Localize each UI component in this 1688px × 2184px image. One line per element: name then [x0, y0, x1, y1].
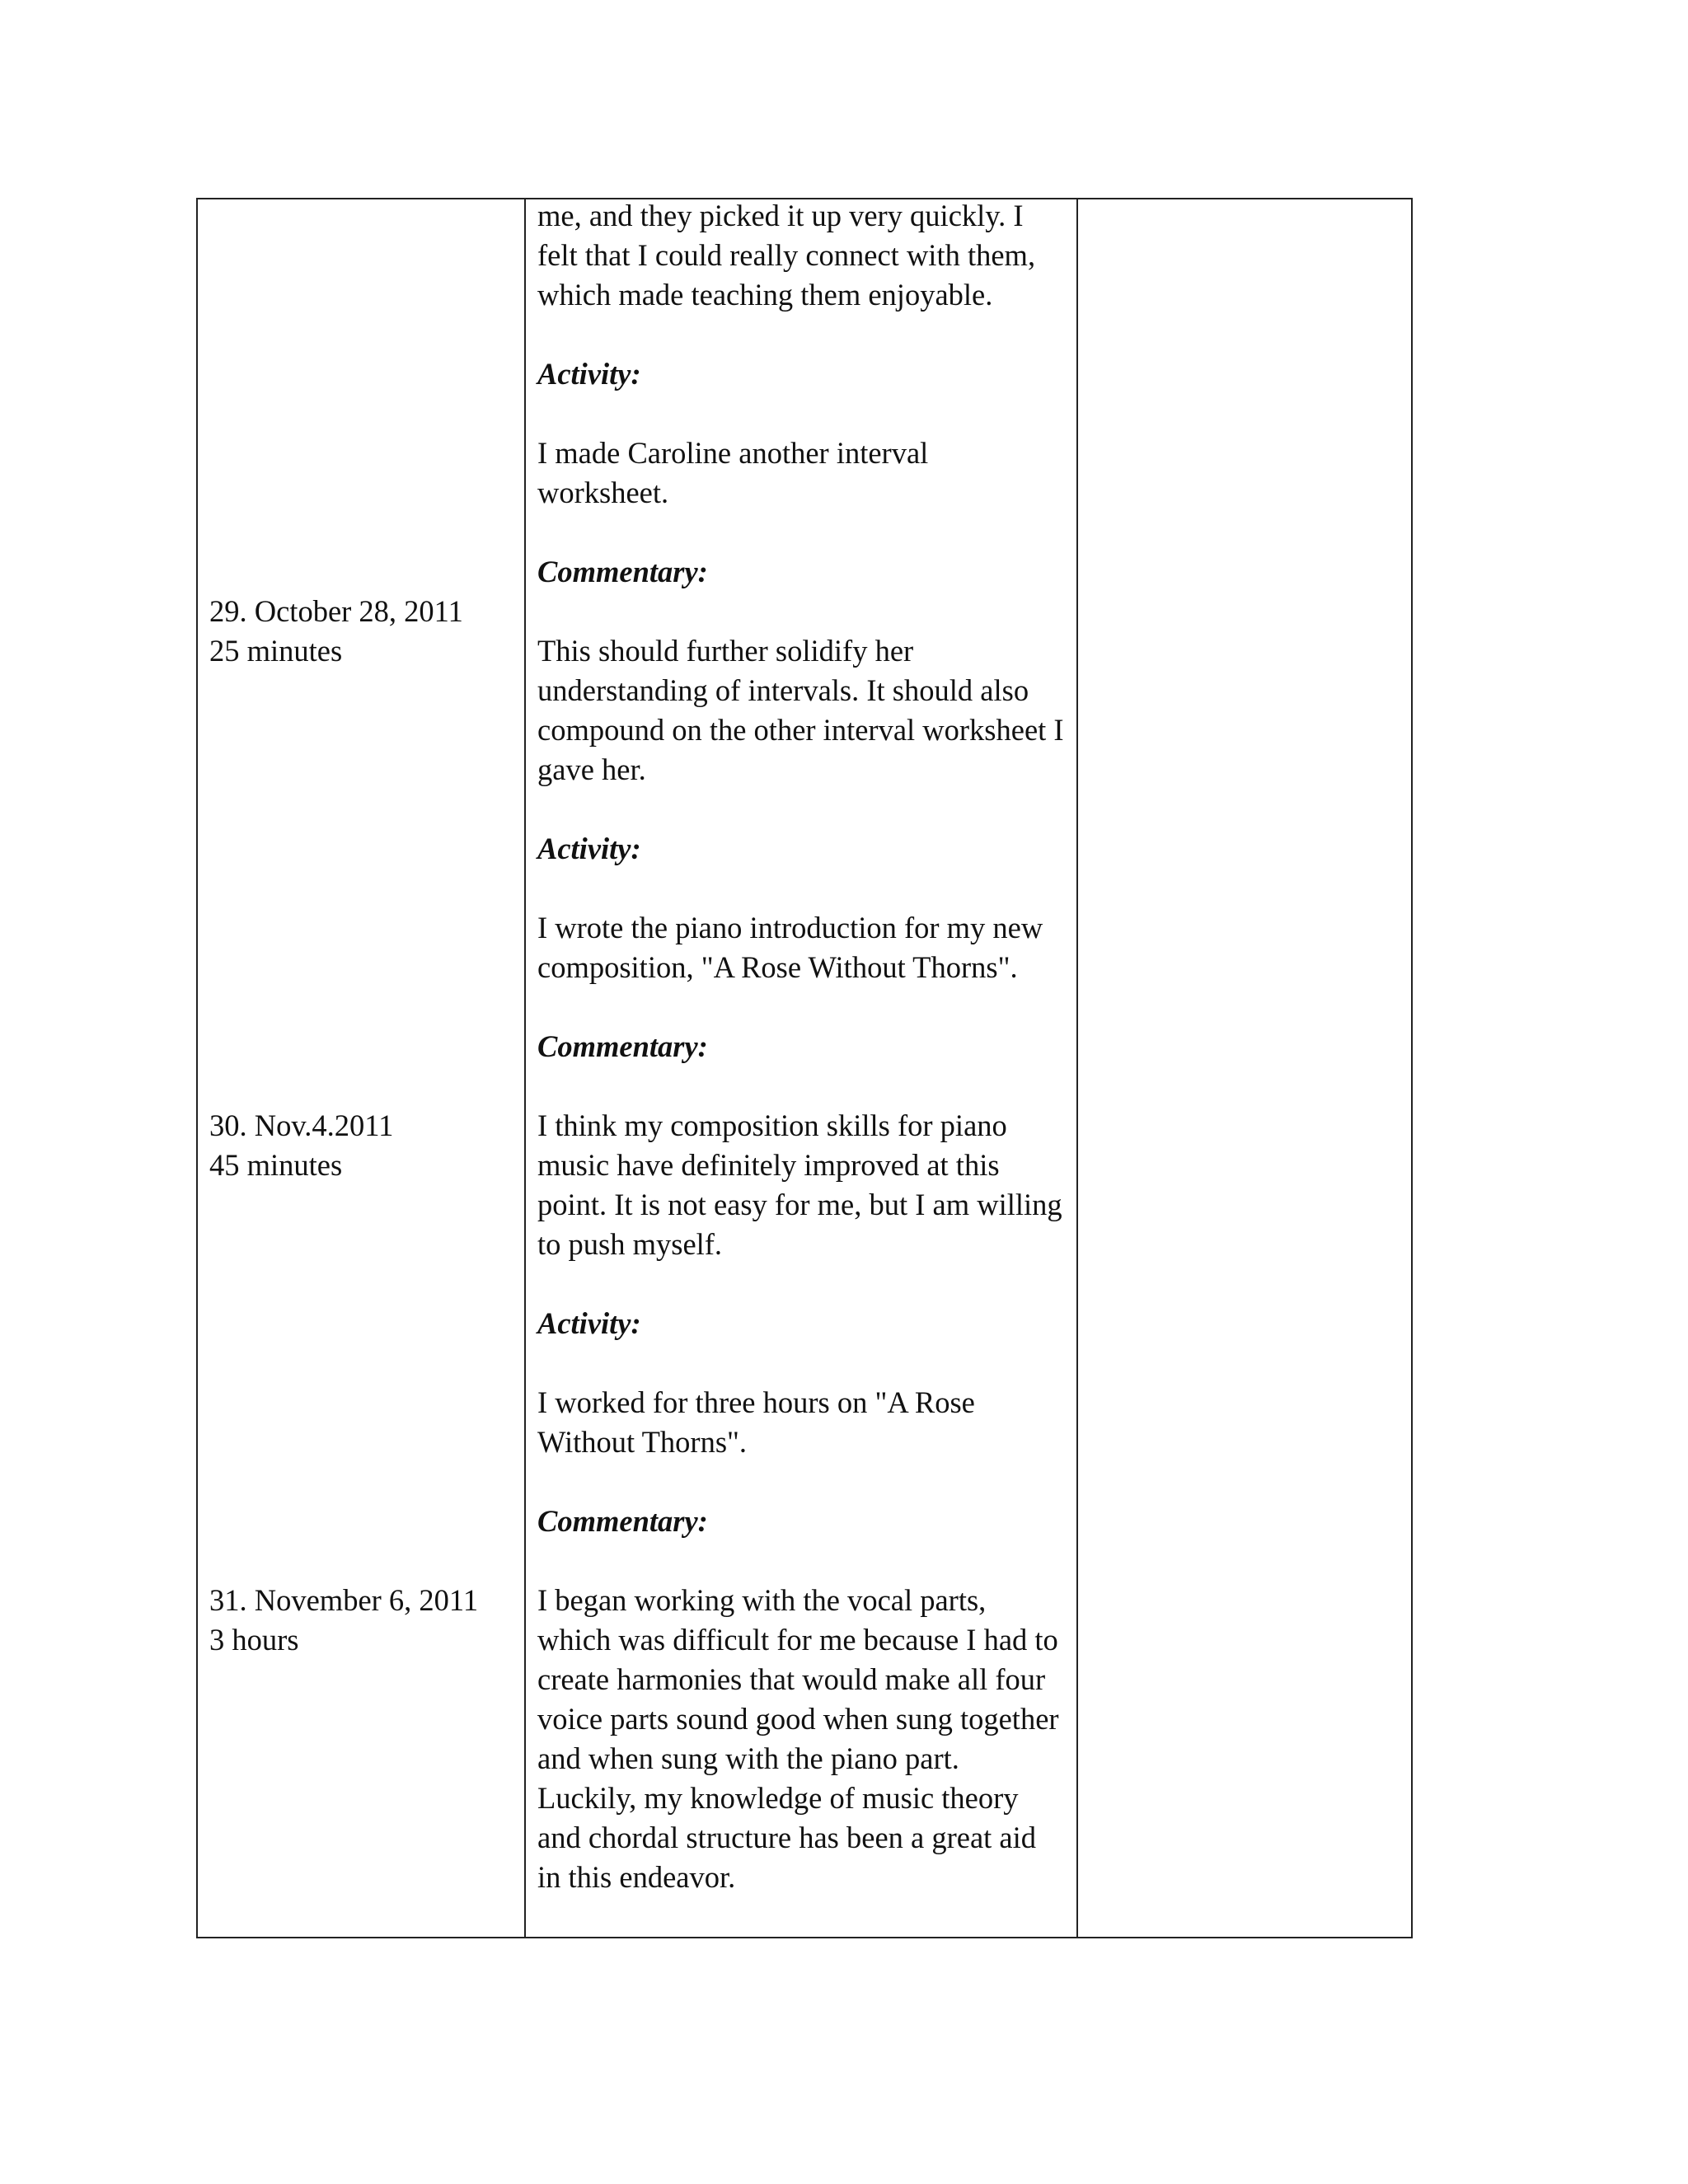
commentary-line: voice parts sound good when sung together: [537, 1702, 1059, 1736]
activity-label: Activity:: [537, 1306, 641, 1340]
commentary-label: Commentary:: [537, 1029, 708, 1063]
commentary-line: in this endeavor.: [537, 1860, 736, 1894]
entry-duration: 3 hours: [209, 1623, 299, 1657]
activity-line: I worked for three hours on "A Rose: [537, 1385, 975, 1419]
commentary-line: and when sung with the piano part.: [537, 1741, 959, 1775]
commentary-line: which was difficult for me because I had to: [537, 1623, 1058, 1657]
entry-date: 30. Nov.4.2011: [209, 1108, 394, 1142]
commentary-line: compound on the other interval worksheet I: [537, 713, 1064, 747]
content-line: felt that I could really connect with them,: [537, 238, 1036, 272]
entry-duration: 25 minutes: [209, 634, 343, 668]
activity-line: worksheet.: [537, 476, 669, 509]
commentary-line: and chordal structure has been a great aid: [537, 1821, 1037, 1854]
column-divider-left: [524, 199, 526, 1937]
entry-date: 31. November 6, 2011: [209, 1583, 479, 1617]
commentary-line: I think my composition skills for piano: [537, 1108, 1007, 1142]
content-line: me, and they picked it up very quickly. I: [537, 199, 1024, 232]
commentary-line: This should further solidify her: [537, 634, 914, 668]
entry-date: 29. October 28, 2011: [209, 594, 463, 628]
commentary-line: understanding of intervals. It should also: [537, 673, 1029, 707]
content-line: which made teaching them enjoyable.: [537, 278, 993, 312]
commentary-line: create harmonies that would make all four: [537, 1662, 1046, 1696]
activity-label: Activity:: [537, 832, 641, 865]
activity-label: Activity:: [537, 357, 641, 391]
commentary-label: Commentary:: [537, 1504, 708, 1538]
commentary-line: I began working with the vocal parts,: [537, 1583, 987, 1617]
activity-line: I made Caroline another interval: [537, 436, 929, 470]
entry-duration: 45 minutes: [209, 1148, 343, 1182]
commentary-label: Commentary:: [537, 555, 708, 588]
commentary-line: gave her.: [537, 752, 646, 786]
activity-line: composition, "A Rose Without Thorns".: [537, 950, 1018, 984]
commentary-line: to push myself.: [537, 1227, 723, 1261]
commentary-line: music have definitely improved at this: [537, 1148, 1000, 1182]
activity-line: I wrote the piano introduction for my new: [537, 911, 1043, 944]
activity-line: Without Thorns".: [537, 1425, 748, 1459]
commentary-line: Luckily, my knowledge of music theory: [537, 1781, 1019, 1815]
column-divider-right: [1076, 199, 1078, 1937]
commentary-line: point. It is not easy for me, but I am willing: [537, 1188, 1062, 1221]
